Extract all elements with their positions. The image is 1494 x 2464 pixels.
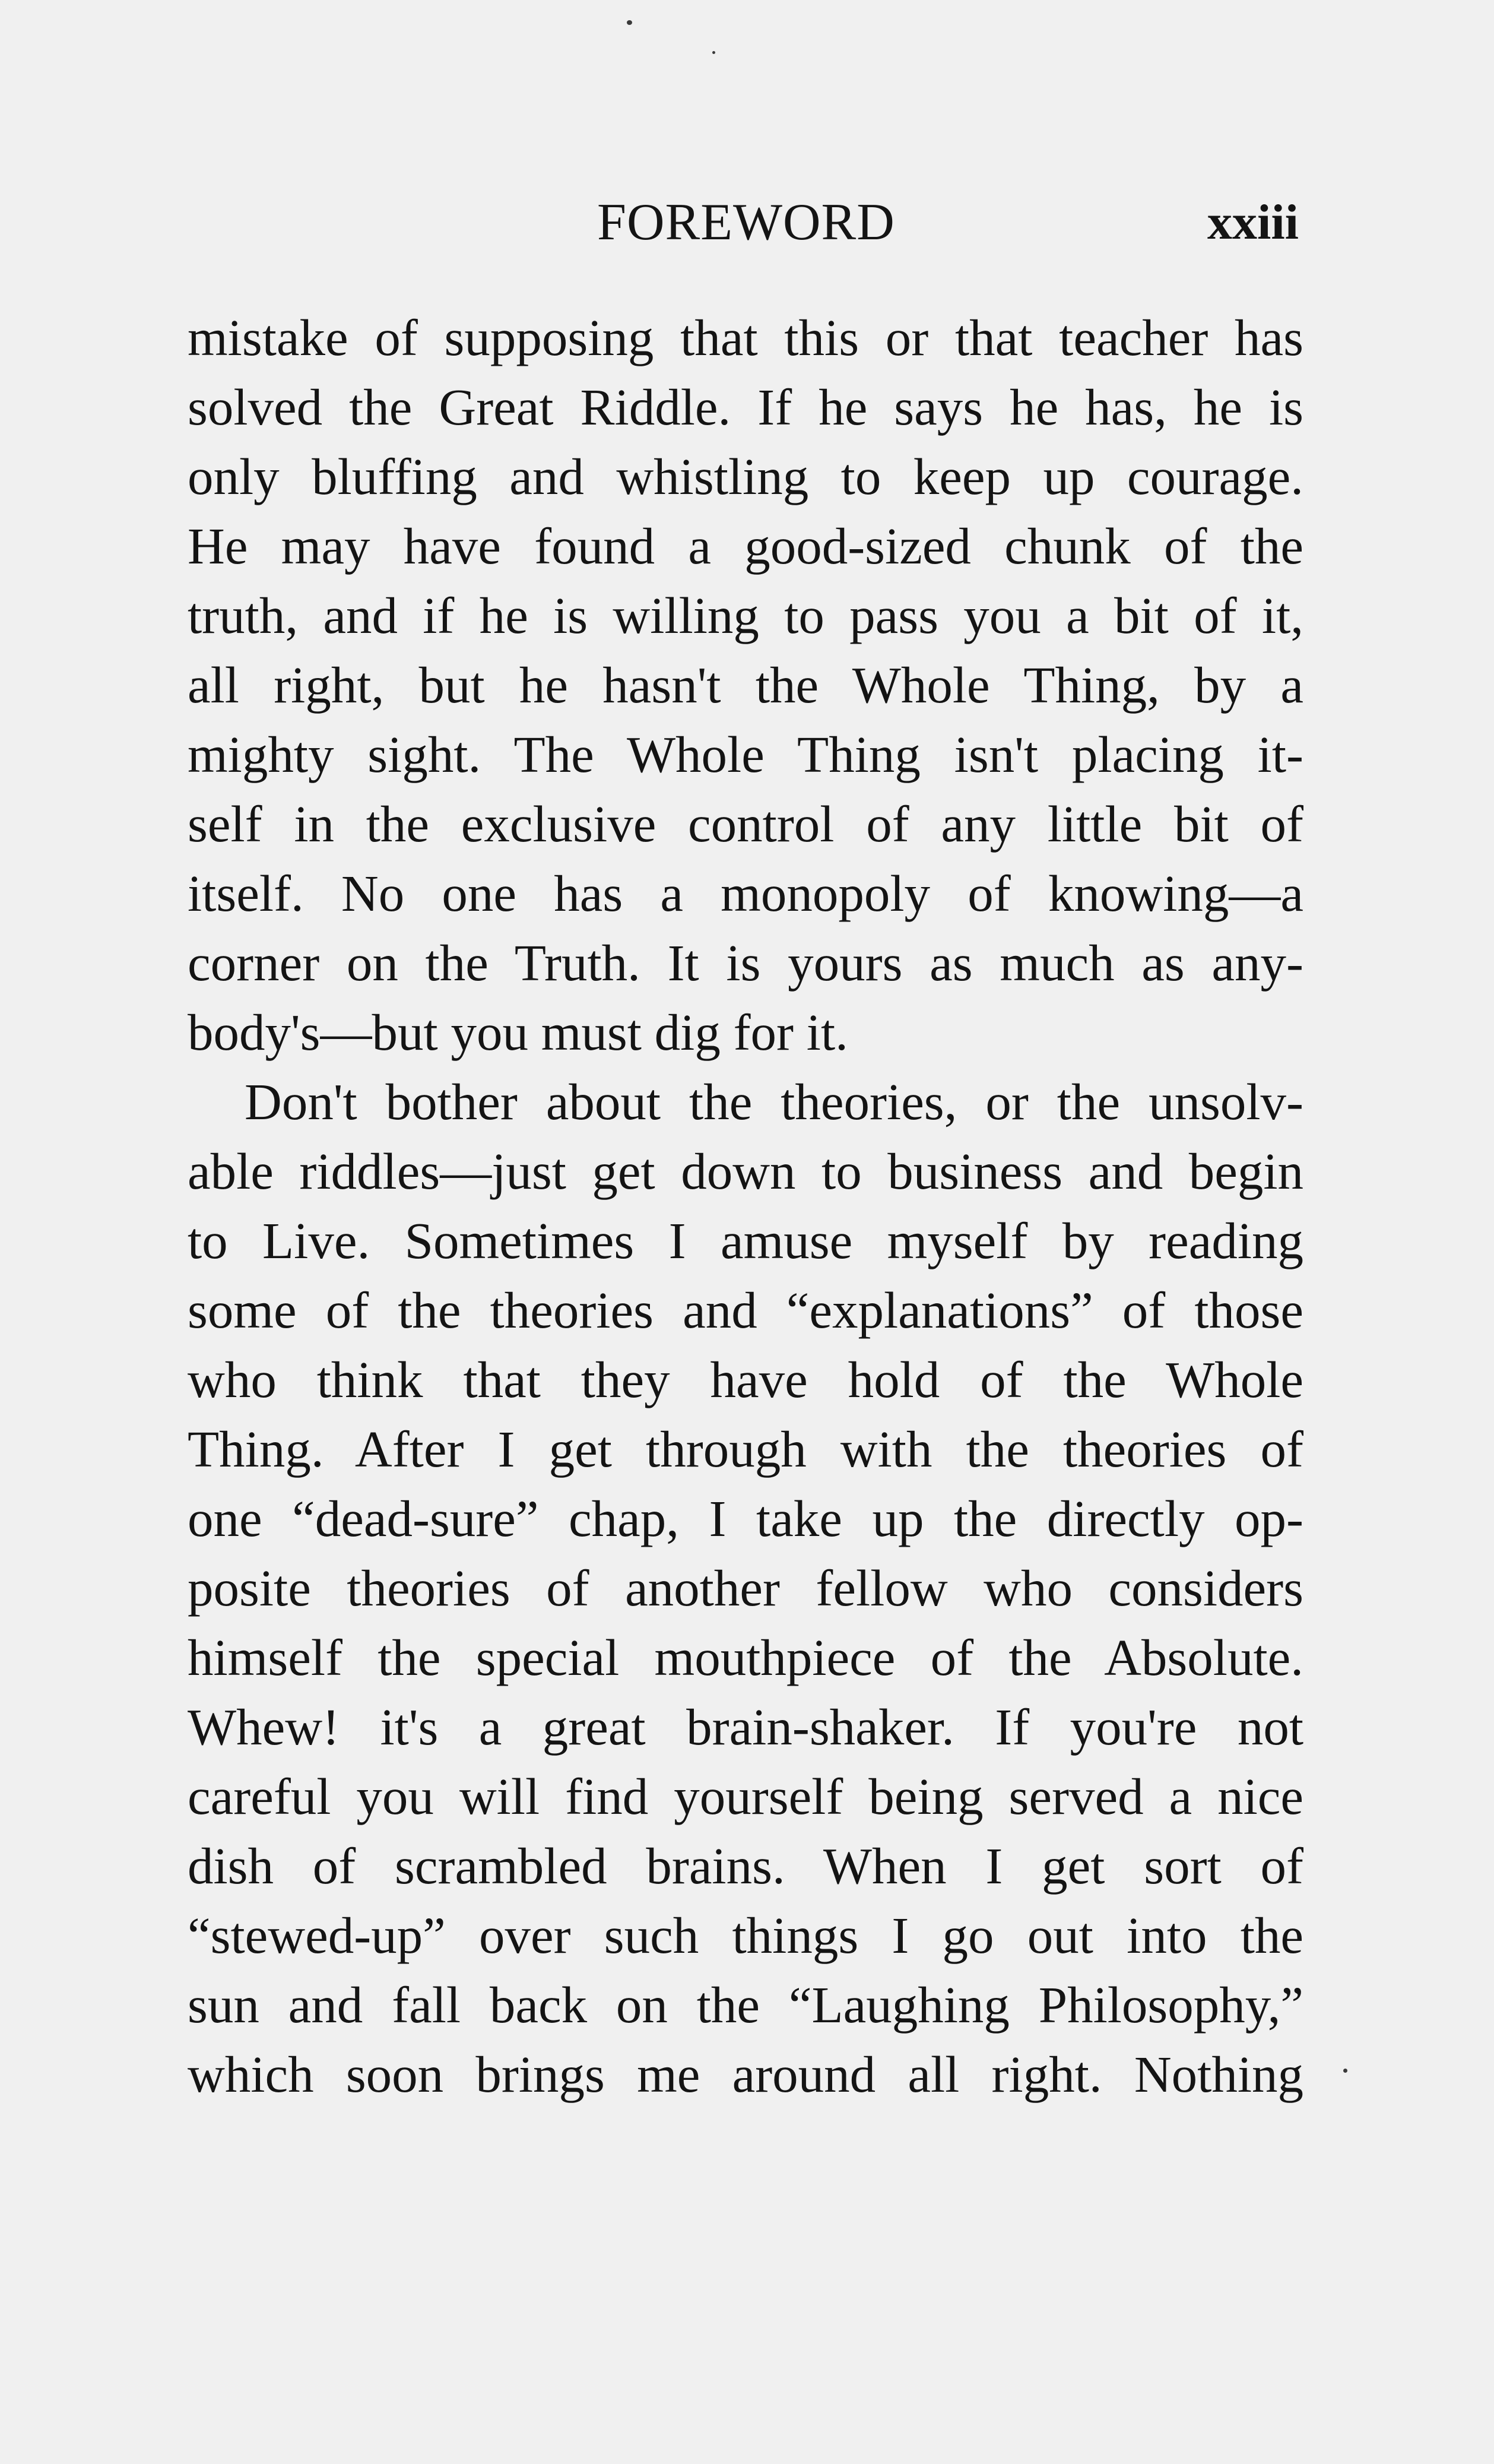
text-line: body's—but you must dig for it. (188, 1003, 848, 1061)
text-line: Don't bother about the theories, or the unsolv- (245, 1073, 1303, 1130)
text-line: able riddles—just get down to business and begin (188, 1142, 1303, 1200)
page-header (0, 190, 1494, 255)
text-line: itself. No one has a monopoly of knowing—a (188, 864, 1303, 922)
text-line: mighty sight. The Whole Thing isn't placing it- (188, 726, 1303, 783)
text-line: careful you will find yourself being served a nice (188, 1768, 1303, 1825)
scan-speck (712, 51, 715, 54)
scan-speck (1343, 2069, 1347, 2073)
text-line: sun and fall back on the “Laughing Philosophy,” (188, 1976, 1303, 2034)
page-number: xxiii (1207, 195, 1299, 250)
text-line: some of the theories and “explanations” of those (188, 1281, 1303, 1339)
body-text (188, 303, 1303, 2109)
text-line: He may have found a good-sized chunk of the (188, 517, 1303, 575)
text-line: self in the exclusive control of any little bit of (188, 795, 1303, 853)
text-line: corner on the Truth. It is yours as much as any- (188, 934, 1303, 992)
text-line: mistake of supposing that this or that teacher has (188, 309, 1303, 366)
text-line: Thing. After I get through with the theories of (188, 1420, 1303, 1478)
text-line: dish of scrambled brains. When I get sort of (188, 1837, 1303, 1895)
text-line: truth, and if he is willing to pass you a bit of it, (188, 587, 1303, 644)
text-line: himself the special mouthpiece of the Absolute. (188, 1629, 1303, 1686)
running-head: FOREWORD (597, 194, 895, 251)
scan-speck (627, 20, 632, 25)
text-line: solved the Great Riddle. If he says he has, he is (188, 378, 1303, 436)
text-line: one “dead-sure” chap, I take up the directly op- (188, 1490, 1303, 1547)
text-line: who think that they have hold of the Whole (188, 1351, 1303, 1408)
text-line: “stewed-up” over such things I go out into the (188, 1906, 1303, 1964)
text-line: Whew! it's a great brain-shaker. If you're not (188, 1698, 1303, 1756)
text-line: only bluffing and whistling to keep up courage. (188, 448, 1303, 505)
text-line: to Live. Sometimes I amuse myself by reading (188, 1212, 1303, 1269)
text-line: all right, but he hasn't the Whole Thing, by a (188, 656, 1303, 714)
text-line: posite theories of another fellow who considers (188, 1559, 1303, 1617)
text-line: which soon brings me around all right. Nothing (188, 2045, 1303, 2103)
